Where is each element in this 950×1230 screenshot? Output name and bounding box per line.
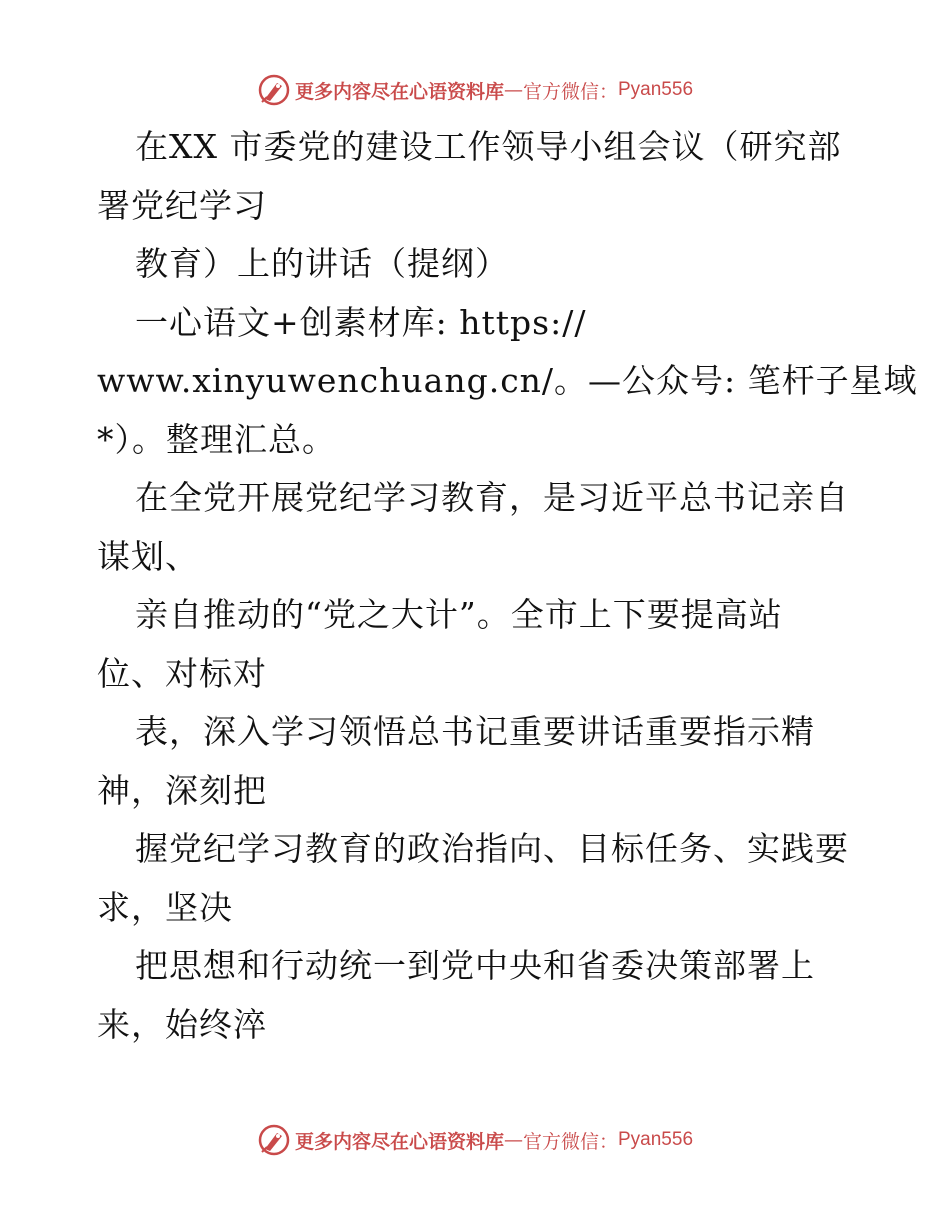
document-line: 神，深刻把: [97, 770, 267, 810]
document-line: 在全党开展党纪学习教育，是习近平总书记亲自: [135, 478, 849, 517]
footer-brand: [257, 1123, 693, 1157]
document-body: [97, 118, 918, 1054]
footer-brand-title: 更多内容尽在心语资料库: [294, 1130, 504, 1153]
document-line: 在XX 市委党的建设工作领导小组会议（研究部: [135, 127, 842, 166]
document-line: www.xinyuwenchuang.cn/。—公众号: 笔杆子星域: [97, 361, 918, 400]
document-line: 把思想和行动统一到党中央和省委决策部署上: [135, 946, 815, 985]
document-line: 教育）上的讲话（提纲）: [135, 244, 509, 283]
page-header: [0, 70, 950, 110]
header-brand-subtitle: 官方微信：: [522, 80, 618, 103]
document-line: 谋划、: [97, 536, 199, 576]
document-line: 握党纪学习教育的政治指向、目标任务、实践要: [135, 829, 849, 868]
header-brand-title: 更多内容尽在心语资料库: [294, 80, 504, 103]
pen-nib-logo-icon: [257, 73, 291, 107]
page-footer: [0, 1120, 950, 1160]
document-line: 亲自推动的“党之大计”。全市上下要提高站: [135, 595, 783, 634]
document-line: 求，坚决: [97, 887, 233, 927]
document-line: 位、对标对: [97, 653, 267, 693]
document-line: 表，深入学习领悟总书记重要讲话重要指示精: [135, 712, 815, 751]
document-line: 来，始终淬: [97, 1004, 267, 1044]
document-line: 署党纪学习: [97, 185, 267, 225]
document-line: 一心语文+创素材库: https://: [135, 302, 587, 342]
footer-brand-subtitle: 官方微信：: [522, 1130, 618, 1153]
footer-brand-wechat-id: Pyan556: [618, 1129, 694, 1150]
document-line: *）。整理汇总。: [97, 419, 336, 459]
header-brand-wechat-id: Pyan556: [618, 79, 694, 100]
header-brand-dash: —: [503, 79, 523, 101]
pen-nib-logo-icon: [257, 1123, 291, 1157]
footer-brand-dash: —: [503, 1129, 523, 1151]
header-brand: [257, 73, 693, 107]
